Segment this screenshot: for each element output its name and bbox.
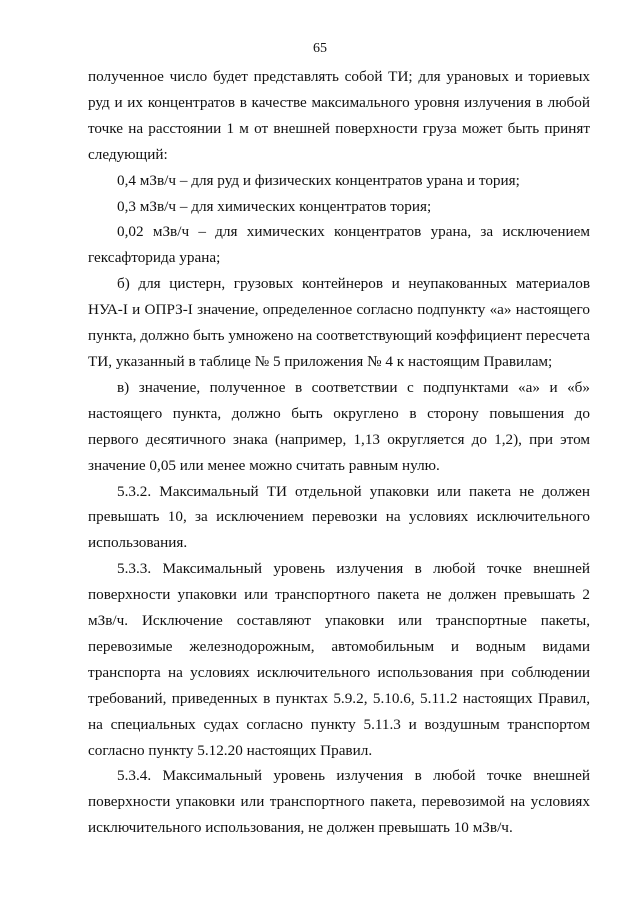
paragraph-uranium-limit: 0,02 мЗв/ч – для химических концентратов урана, за исключением гексафторида урана; (88, 223, 590, 267)
page-number: 65 (313, 41, 327, 56)
paragraph-5-3-3: 5.3.3. Максимальный уровень излучения в любой точке внешней поверхности упаковки или транспортного пакета не должен превышать 2 мЗв/ч. Исключение составляют упаковки или транспортные пакеты, перевозимые железнодорожным, автомобильным и водным видами транспорта на условиях исключительного использования при соблюдении требований, приведенных в пунктах 5.9.2, 5.10.6, 5.11.2 настоящих Правил, на специальных судах согласно пункту 5.11.3 и воздушным транспортом согласно пункту 5.12.20 настоящих Правил. (88, 560, 590, 759)
paragraph-ore-limit: 0,4 мЗв/ч – для руд и физических концентратов урана и тория; (117, 171, 520, 189)
paragraph-5-3-4: 5.3.4. Максимальный уровень излучения в любой точке внешней поверхности упаковки или транспортного пакета, перевозимой на условиях исключительного использования, не должен превышать 10 мЗв/ч. (88, 767, 590, 837)
document-body (88, 64, 590, 841)
paragraph-thorium-limit: 0,3 мЗв/ч – для химических концентратов тория; (117, 197, 432, 215)
paragraph-subitem-b: б) для цистерн, грузовых контейнеров и неупакованных материалов НУА-I и ОПРЗ-I значение, определенное согласно подпункту «а» настоящего пункта, должно быть умножено на соответствующий коэффициент пересчета ТИ, указанный в таблице № 5 приложения № 4 к настоящим Правилам; (88, 275, 590, 370)
paragraph-5-3-2: 5.3.2. Максимальный ТИ отдельной упаковки или пакета не должен превышать 10, за исключением перевозки на условиях исключительного использования. (88, 482, 590, 552)
paragraph-continuation: полученное число будет представлять собой ТИ; для урановых и ториевых руд и их концентратов в качестве максимального уровня излучения в любой точке на расстоянии 1 м от внешней поверхности груза может быть принят следующий: (88, 68, 590, 163)
paragraph-subitem-v: в) значение, полученное в соответствии с подпунктами «а» и «б» настоящего пункта, должно быть округлено в сторону повышения до первого десятичного знака (например, 1,13 округляется до 1,2), при этом значение 0,05 или менее можно считать равным нулю. (88, 378, 590, 474)
